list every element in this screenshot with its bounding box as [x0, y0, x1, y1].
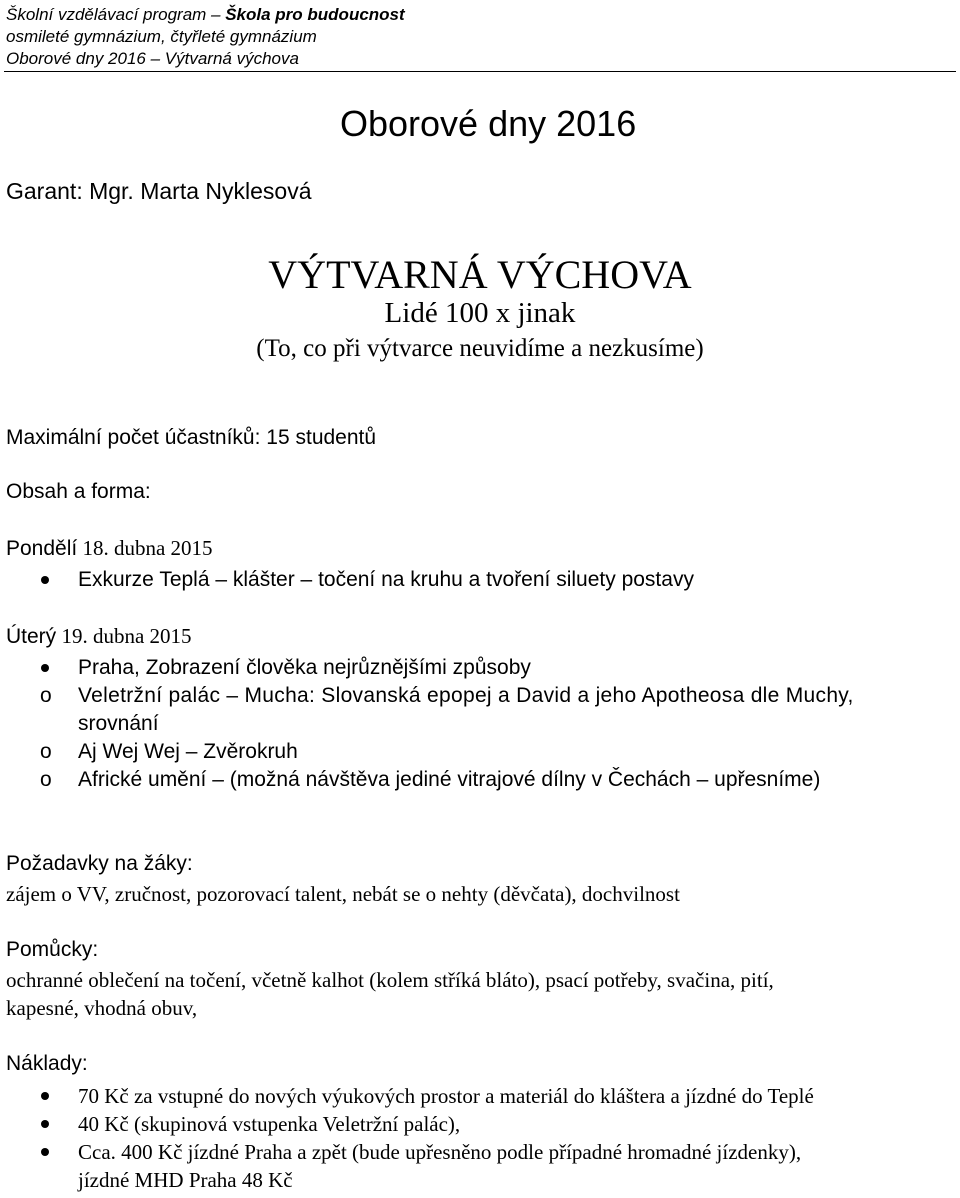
circle-bullet-icon: o	[40, 684, 52, 707]
bullet-icon	[41, 664, 49, 672]
content-heading: Obsah a forma:	[6, 480, 151, 503]
bullet-icon	[41, 1092, 49, 1100]
header-program-label: Školní vzdělávací program –	[6, 5, 226, 24]
header-line-1	[6, 4, 405, 26]
tuesday-heading	[6, 622, 192, 651]
monday-heading	[6, 534, 213, 563]
main-title: VÝTVARNÁ VÝCHOVA	[268, 252, 692, 297]
monday-date: 18. dubna 2015	[77, 536, 213, 560]
bullet-icon	[41, 1148, 49, 1156]
subtitle: Lidé 100 x jinak	[384, 297, 576, 329]
tuesday-date: 19. dubna 2015	[56, 624, 192, 648]
document-title: Oborové dny 2016	[340, 103, 637, 144]
tools-text-line-1: ochranné oblečení na točení, včetně kalhot (kolem stříká bláto), psací potřeby, svačina, pití,	[6, 968, 774, 992]
requirements-text: zájem o VV, zručnost, pozorovací talent, nebát se o nehty (děvčata), dochvilnost	[6, 882, 680, 906]
tools-heading: Pomůcky:	[6, 938, 99, 961]
tuesday-subitem: Africké umění – (možná návštěva jediné vitrajové dílny v Čechách – upřesníme)	[78, 768, 821, 791]
monday-item: Exkurze Teplá – klášter – točení na kruhu a tvoření siluety postavy	[78, 568, 694, 591]
cost-item: 40 Kč (skupinová vstupenka Veletržní palác),	[78, 1112, 461, 1136]
tuesday-subitem: Veletržní palác – Mucha: Slovanská epopej a David a jeho Apotheosa dle Muchy,	[78, 684, 854, 707]
cost-item: Cca. 400 Kč jízdné Praha a zpět (bude upřesněno podle případné hromadné jízdenky),	[78, 1140, 802, 1164]
circle-bullet-icon: o	[40, 768, 52, 791]
header-divider	[4, 71, 956, 72]
cost-item-continued: jízdné MHD Praha 48 Kč	[78, 1168, 293, 1192]
tuesday-day: Úterý	[6, 625, 57, 648]
header-line-2: osmileté gymnázium, čtyřleté gymnázium	[6, 27, 317, 46]
bullet-icon	[41, 1120, 49, 1128]
requirements-heading: Požadavky na žáky:	[6, 852, 193, 875]
bullet-icon	[41, 576, 49, 584]
max-participants: Maximální počet účastníků: 15 studentů	[6, 426, 377, 449]
tuesday-bullet: Praha, Zobrazení člověka nejrůznějšími způsoby	[78, 656, 531, 679]
tools-text-line-2: kapesné, vhodná obuv,	[6, 996, 198, 1020]
circle-bullet-icon: o	[40, 740, 52, 763]
tuesday-subitem: Aj Wej Wej – Zvěrokruh	[78, 740, 298, 763]
monday-day: Pondělí	[6, 537, 78, 560]
header-line-3: Oborové dny 2016 – Výtvarná výchova	[6, 49, 299, 68]
subtitle-2: (To, co při výtvarce neuvidíme a nezkusíme)	[256, 335, 704, 362]
running-header	[6, 4, 405, 70]
costs-heading: Náklady:	[6, 1052, 88, 1075]
cost-item: 70 Kč za vstupné do nových výukových prostor a materiál do kláštera a jízdné do Teplé	[78, 1084, 814, 1108]
header-program-name: Škola pro budoucnost	[225, 5, 405, 24]
tuesday-subitem-continued: srovnání	[78, 712, 159, 735]
garant-line: Garant: Mgr. Marta Nyklesová	[6, 178, 312, 204]
